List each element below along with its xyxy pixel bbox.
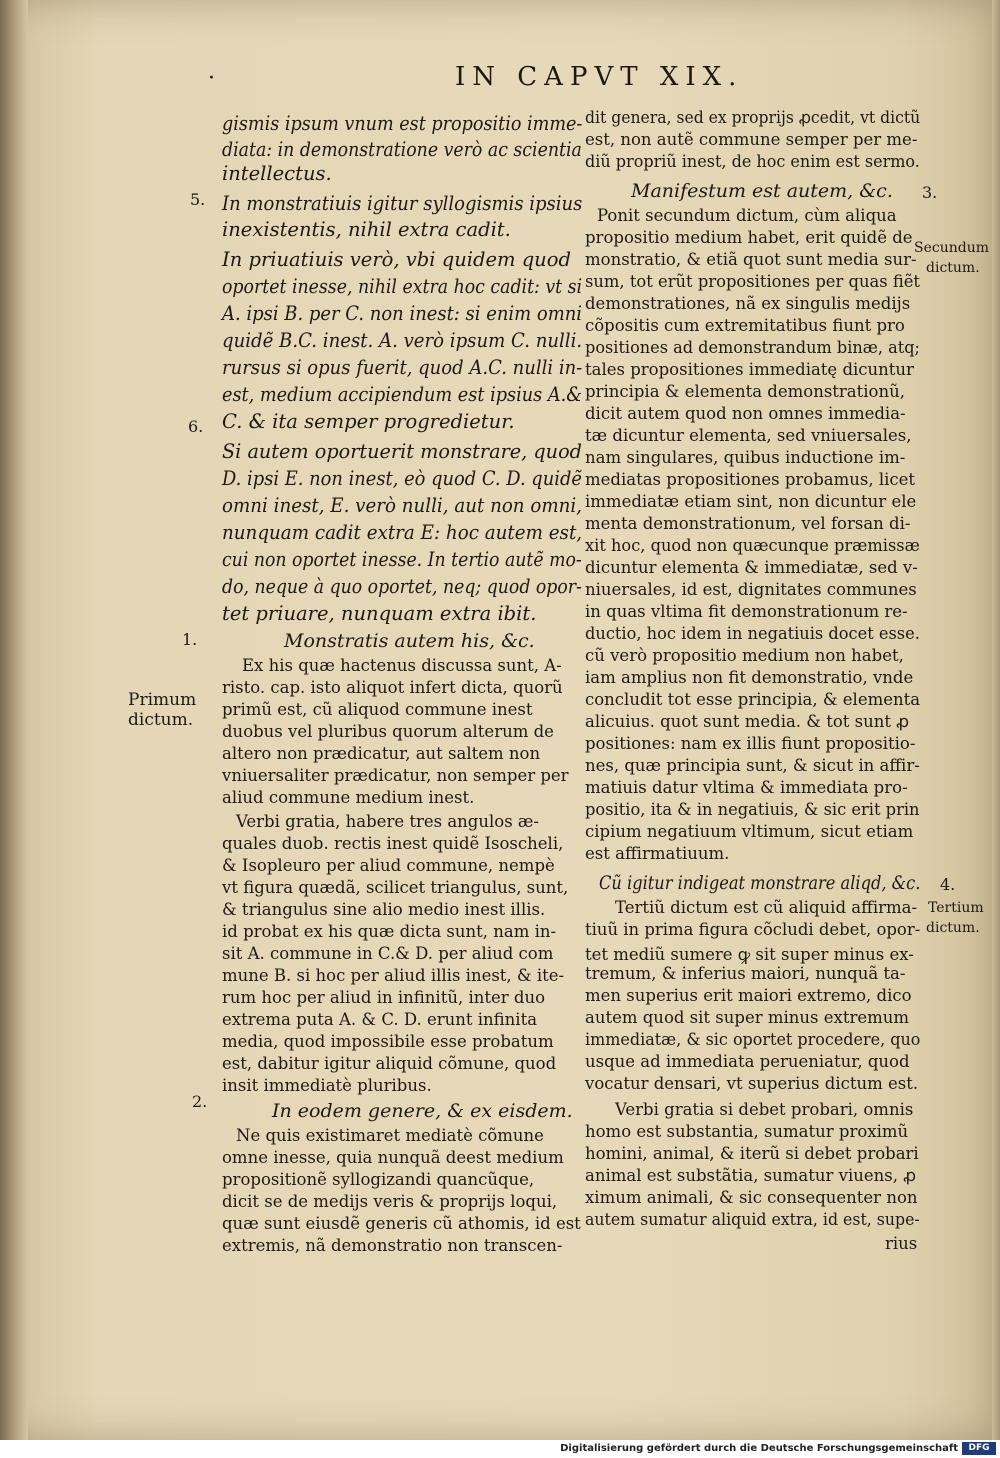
margin-note: Tertium [928, 900, 984, 916]
margin-note: dictum. [926, 260, 980, 276]
digitization-footer [0, 1440, 1000, 1458]
margin-note: dictum. [926, 920, 980, 936]
margin-number: 6. [188, 417, 204, 436]
book-page: · IN CAPVT XIX. gismis ipsum vnum est propositio imme- diata: in demonstratione verò ac scientia intellectus. In monstratiuis igitur syllogismis ipsius inexistentis, nihil extra cadit. In priuatiuis verò, vbi quidem quod oportet inesse, nihil extra hoc cadit: vt si A. ipsi B. per C. non inest: si enim omni quidẽ B.C. inest. A. verò ipsum C. nulli. rursus si opus fuerit, quod A.C. nulli in- est, medium accipiendum est ipsius A.& C. & ita semper progredietur. Si autem oportuerit monstrare, quod D. ipsi E. non inest, eò quod C. D. quidẽ omni inest, E. verò nulli, aut non omni, nunquam cadit extra E: hoc autem est, cui non oportet inesse. In tertio autẽ mo- do, neque à quo oportet, neq; quod opor- tet priuare, nunquam extra ibit. Monstratis autem his, &c. Ex his quæ hactenus discussa sunt, A- risto. cap. isto aliquot infert dicta, quorũ primũ est, cũ aliquod commune inest duobus vel pluribus quorum alterum de altero non prædicatur, aut saltem non vniuersaliter prædicatur, non semper per aliud commune medium inest. Verbi gratia, habere tres angulos æ- quales duob. rectis inest quidẽ Isoscheli, & Isopleuro per aliud commune, nempè vt figura quædã, scilicet triangulus, sunt, & triangulus sine alio medio inest illis. id probat ex his quæ dicta sunt, nam in- sit A. commune in C.& D. per aliud com mune B. si hoc per aliud illis inest, & ite- rum hoc per aliud in infinitũ, inter duo extrema puta A. & C. D. erunt infinita media, quod impossibile esse probatum est, dabitur igitur aliquid cõmune, quod insit immediatè pluribus. In eodem genere, & ex eisdem. Ne quis existimaret mediatè cõmune omne inesse, quia nunquã deest medium propositionẽ syllogizandi quancũque, dicit se de medijs veris & proprijs loqui, quæ sunt eiusdẽ generis cũ athomis, id est extremis, nã demonstratio non transcen- dit genera, sed ex proprijs ꝓcedit, vt dictũ est, non autẽ commune semper per me- diũ propriũ inest, de hoc enim est sermo. Manifestum est autem, &c. Ponit secundum dictum, cùm aliqua propositio medium habet, erit quidẽ de monstratio, & etiã quot sunt media sur- sum, tot erũt propositiones per quas fiẽt demonstrationes, nã ex singulis medijs cõpositis cum extremitatibus fiunt pro positiones ad demonstrandum binæ, atq; tales propositiones immediatę dicuntur principia & elementa demonstrationũ, dicit autem quod non omnes immedia- tæ dicuntur elementa, sed vniuersales, nam singulares, quibus inductione im- mediatas propositiones probamus, licet immediatæ etiam sint, non dicuntur ele menta demonstrationum, vel forsan di- xit hoc, quod non quæcunque præmissæ dicuntur elementa & immediatæ, sed v- niuersales, id est, dignitates communes in quas vltima fit demonstrationum re- ductio, hoc idem in negatiuis docet esse. cũ verò propositio medium non habet, iam amplius non fit demonstratio, vnde concludit tot esse principia, & elementa alicuius. quot sunt media. & tot sunt ꝓ positiones: nam ex illis fiunt propositio- nes, quæ principia sunt, & sicut in affir- matiuis datur vltima & immediata pro- positio, ita & in negatiuis, & sic erit prin cipium negatiuum vltimum, sicut etiam est affirmatiuum. Cũ igitur indigeat monstrare aliqd, &c. Tertiũ dictum est cũ aliquid affirma- tiuũ in prima figura cõcludi debet, opor- tet mediũ sumere ꝙ sit super minus ex- tremum, & inferius maiori, nunquã ta- men superius erit maiori extremo, dico autem quod sit super minus extremum immediatæ, & sic oportet procedere, quo usque ad immediata perueniatur, quod vocatur densari, vt superius dictum est. Verbi gratia si debet probari, omnis homo est substantia, sumatur proximũ homini, animal, & iterũ si debet probari animal est substãtia, sumatur viuens, ꝓ ximum animali, & sic consequenter non autem sumatur aliquid extra, id est, supe- rius 5. 6. 1. 2. 3. 4. Primum dictum. Secundum dictum. Tertium dictum. [0, 0, 1000, 1440]
margin-number: 3. [922, 183, 938, 202]
running-header: IN CAPVT XIX. [455, 62, 744, 92]
funding-credit: Digitalisierung gefördert durch die Deutsche Forschungsgemeinschaft [560, 1443, 958, 1454]
margin-note: Primum [128, 690, 197, 710]
book-gutter [0, 0, 28, 1440]
page-edge [992, 0, 1000, 1440]
margin-number: 5. [190, 190, 206, 209]
margin-note: Secundum [914, 240, 990, 256]
signature-mark: · [208, 66, 215, 91]
margin-note: dictum. [128, 710, 194, 730]
margin-number: 4. [940, 875, 956, 894]
margin-number: 1. [182, 630, 198, 649]
dfg-logo: DFG [962, 1442, 996, 1455]
margin-number: 2. [192, 1092, 208, 1111]
